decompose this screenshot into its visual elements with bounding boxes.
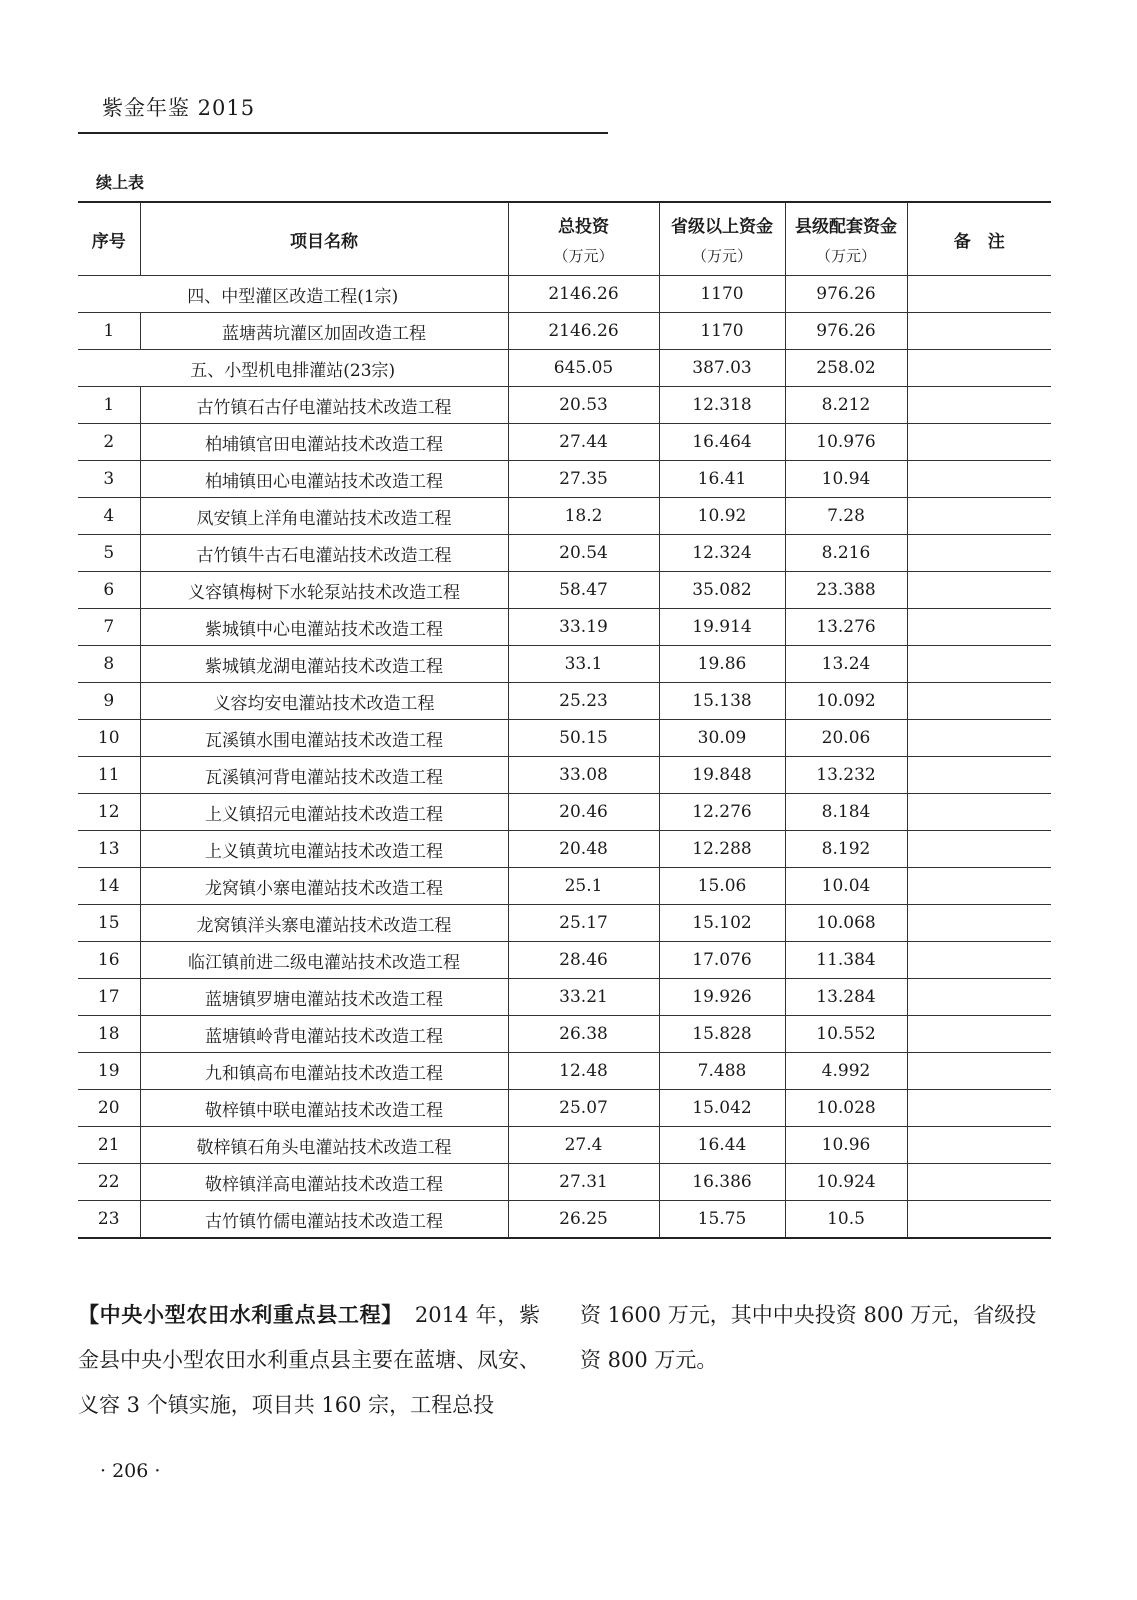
remark-cell bbox=[907, 1090, 1051, 1127]
county-cell: 13.276 bbox=[785, 609, 907, 646]
provincial-cell: 12.288 bbox=[659, 831, 785, 868]
county-cell: 8.192 bbox=[785, 831, 907, 868]
table-row bbox=[78, 720, 1051, 757]
remark-cell bbox=[907, 942, 1051, 979]
table-row bbox=[78, 942, 1051, 979]
total-cell: 20.48 bbox=[508, 831, 659, 868]
table-row bbox=[78, 313, 1051, 350]
provincial-cell: 16.41 bbox=[659, 461, 785, 498]
total-cell: 50.15 bbox=[508, 720, 659, 757]
name-cell: 龙窝镇洋头寨电灌站技术改造工程 bbox=[140, 905, 508, 942]
remark-cell bbox=[907, 387, 1051, 424]
county-cell: 10.028 bbox=[785, 1090, 907, 1127]
name-cell: 蓝塘茜坑灌区加固改造工程 bbox=[140, 313, 508, 350]
total-cell: 33.1 bbox=[508, 646, 659, 683]
total-cell: 25.07 bbox=[508, 1090, 659, 1127]
county-cell: 10.552 bbox=[785, 1016, 907, 1053]
name-cell: 古竹镇石古仔电灌站技术改造工程 bbox=[140, 387, 508, 424]
total-cell: 26.38 bbox=[508, 1016, 659, 1053]
table-row bbox=[78, 387, 1051, 424]
article-right-column: 资 1600 万元，其中中央投资 800 万元，省级投资 800 万元。 bbox=[580, 1303, 1037, 1372]
remark-cell bbox=[907, 757, 1051, 794]
header-name: 项目名称 bbox=[140, 202, 508, 276]
county-cell: 13.284 bbox=[785, 979, 907, 1016]
total-cell: 27.31 bbox=[508, 1164, 659, 1201]
remark-cell bbox=[907, 1201, 1051, 1239]
seq-cell: 11 bbox=[78, 757, 140, 794]
provincial-cell: 15.06 bbox=[659, 868, 785, 905]
provincial-cell: 16.464 bbox=[659, 424, 785, 461]
remark-cell bbox=[907, 794, 1051, 831]
remark-cell bbox=[907, 868, 1051, 905]
remark-cell bbox=[907, 1016, 1051, 1053]
county-cell: 8.216 bbox=[785, 535, 907, 572]
table-row bbox=[78, 535, 1051, 572]
seq-cell: 20 bbox=[78, 1090, 140, 1127]
seq-cell: 4 bbox=[78, 498, 140, 535]
name-cell: 蓝塘镇罗塘电灌站技术改造工程 bbox=[140, 979, 508, 1016]
table-row bbox=[78, 1016, 1051, 1053]
page-number: · 206 · bbox=[100, 1460, 161, 1482]
remark-cell bbox=[907, 1164, 1051, 1201]
section-title-cell: 五、小型机电排灌站(23宗) bbox=[78, 350, 508, 387]
provincial-cell: 17.076 bbox=[659, 942, 785, 979]
table-row bbox=[78, 572, 1051, 609]
seq-cell: 5 bbox=[78, 535, 140, 572]
name-cell: 紫城镇龙湖电灌站技术改造工程 bbox=[140, 646, 508, 683]
table-row bbox=[78, 1090, 1051, 1127]
table-row bbox=[78, 905, 1051, 942]
county-cell: 10.924 bbox=[785, 1164, 907, 1201]
seq-cell: 3 bbox=[78, 461, 140, 498]
seq-cell: 15 bbox=[78, 905, 140, 942]
name-cell: 柏埔镇田心电灌站技术改造工程 bbox=[140, 461, 508, 498]
seq-cell: 13 bbox=[78, 831, 140, 868]
total-cell: 33.19 bbox=[508, 609, 659, 646]
total-cell: 25.17 bbox=[508, 905, 659, 942]
name-cell: 瓦溪镇水围电灌站技术改造工程 bbox=[140, 720, 508, 757]
provincial-cell: 30.09 bbox=[659, 720, 785, 757]
provincial-cell: 12.318 bbox=[659, 387, 785, 424]
header-provincial-label: 省级以上资金 bbox=[671, 217, 773, 237]
provincial-cell: 15.828 bbox=[659, 1016, 785, 1053]
table-row bbox=[78, 979, 1051, 1016]
seq-cell: 1 bbox=[78, 313, 140, 350]
provincial-cell: 15.102 bbox=[659, 905, 785, 942]
seq-cell: 9 bbox=[78, 683, 140, 720]
article-left-column bbox=[78, 1293, 540, 1428]
seq-cell: 14 bbox=[78, 868, 140, 905]
total-cell: 2146.26 bbox=[508, 276, 659, 313]
total-cell: 2146.26 bbox=[508, 313, 659, 350]
table-row bbox=[78, 1164, 1051, 1201]
name-cell: 敬梓镇洋高电灌站技术改造工程 bbox=[140, 1164, 508, 1201]
header-total bbox=[508, 202, 659, 276]
total-cell: 28.46 bbox=[508, 942, 659, 979]
table-row bbox=[78, 757, 1051, 794]
county-cell: 10.976 bbox=[785, 424, 907, 461]
remark-cell bbox=[907, 572, 1051, 609]
provincial-cell: 12.276 bbox=[659, 794, 785, 831]
county-cell: 10.04 bbox=[785, 868, 907, 905]
total-cell: 12.48 bbox=[508, 1053, 659, 1090]
seq-cell: 18 bbox=[78, 1016, 140, 1053]
remark-cell bbox=[907, 905, 1051, 942]
total-cell: 20.46 bbox=[508, 794, 659, 831]
name-cell: 蓝塘镇岭背电灌站技术改造工程 bbox=[140, 1016, 508, 1053]
table-row bbox=[78, 683, 1051, 720]
remark-cell bbox=[907, 1127, 1051, 1164]
provincial-cell: 19.914 bbox=[659, 609, 785, 646]
total-cell: 27.44 bbox=[508, 424, 659, 461]
provincial-cell: 15.75 bbox=[659, 1201, 785, 1239]
header-rule bbox=[78, 132, 608, 134]
total-cell: 33.08 bbox=[508, 757, 659, 794]
remark-cell bbox=[907, 646, 1051, 683]
remark-cell bbox=[907, 424, 1051, 461]
total-cell: 25.1 bbox=[508, 868, 659, 905]
remark-cell bbox=[907, 831, 1051, 868]
remark-cell bbox=[907, 350, 1051, 387]
name-cell: 瓦溪镇河背电灌站技术改造工程 bbox=[140, 757, 508, 794]
table-row bbox=[78, 646, 1051, 683]
table-body bbox=[78, 276, 1051, 1239]
name-cell: 凤安镇上洋角电灌站技术改造工程 bbox=[140, 498, 508, 535]
provincial-cell: 15.042 bbox=[659, 1090, 785, 1127]
header-county-unit: （万元） bbox=[815, 247, 876, 265]
county-cell: 23.388 bbox=[785, 572, 907, 609]
total-cell: 20.54 bbox=[508, 535, 659, 572]
header-seq: 序号 bbox=[78, 202, 140, 276]
county-cell: 8.184 bbox=[785, 794, 907, 831]
seq-cell: 19 bbox=[78, 1053, 140, 1090]
header-total-label: 总投资 bbox=[558, 217, 609, 237]
article-heading: 【中央小型农田水利重点县工程】 bbox=[78, 1303, 403, 1327]
county-cell: 976.26 bbox=[785, 276, 907, 313]
name-cell: 义容镇梅树下水轮泵站技术改造工程 bbox=[140, 572, 508, 609]
name-cell: 古竹镇牛古石电灌站技术改造工程 bbox=[140, 535, 508, 572]
county-cell: 10.092 bbox=[785, 683, 907, 720]
header-provincial-unit: （万元） bbox=[691, 247, 752, 265]
name-cell: 义容均安电灌站技术改造工程 bbox=[140, 683, 508, 720]
total-cell: 645.05 bbox=[508, 350, 659, 387]
provincial-cell: 19.86 bbox=[659, 646, 785, 683]
county-cell: 13.232 bbox=[785, 757, 907, 794]
remark-cell bbox=[907, 720, 1051, 757]
article-left-text: 2014 年，紫金县中央小型农田水利重点县主要在蓝塘、凤安、义容 3 个镇实施，项目共 160 宗，工程总投 bbox=[78, 1303, 541, 1417]
total-cell: 18.2 bbox=[508, 498, 659, 535]
section-title-cell: 四、中型灌区改造工程(1宗) bbox=[78, 276, 508, 313]
seq-cell: 23 bbox=[78, 1201, 140, 1239]
county-cell: 10.068 bbox=[785, 905, 907, 942]
seq-cell: 17 bbox=[78, 979, 140, 1016]
remark-cell bbox=[907, 1053, 1051, 1090]
remark-cell bbox=[907, 498, 1051, 535]
total-cell: 58.47 bbox=[508, 572, 659, 609]
seq-cell: 12 bbox=[78, 794, 140, 831]
seq-cell: 21 bbox=[78, 1127, 140, 1164]
county-cell: 258.02 bbox=[785, 350, 907, 387]
seq-cell: 7 bbox=[78, 609, 140, 646]
total-cell: 27.35 bbox=[508, 461, 659, 498]
provincial-cell: 16.44 bbox=[659, 1127, 785, 1164]
table-row bbox=[78, 831, 1051, 868]
provincial-cell: 1170 bbox=[659, 276, 785, 313]
project-table bbox=[78, 201, 1051, 1239]
county-cell: 13.24 bbox=[785, 646, 907, 683]
table-row bbox=[78, 498, 1051, 535]
name-cell: 古竹镇竹儒电灌站技术改造工程 bbox=[140, 1201, 508, 1239]
table-row bbox=[78, 1127, 1051, 1164]
seq-cell: 22 bbox=[78, 1164, 140, 1201]
provincial-cell: 35.082 bbox=[659, 572, 785, 609]
table-row bbox=[78, 868, 1051, 905]
county-cell: 20.06 bbox=[785, 720, 907, 757]
total-cell: 33.21 bbox=[508, 979, 659, 1016]
table-section-row bbox=[78, 276, 1051, 313]
seq-cell: 16 bbox=[78, 942, 140, 979]
table-row bbox=[78, 424, 1051, 461]
name-cell: 临江镇前进二级电灌站技术改造工程 bbox=[140, 942, 508, 979]
table-header-row bbox=[78, 202, 1051, 276]
provincial-cell: 15.138 bbox=[659, 683, 785, 720]
provincial-cell: 12.324 bbox=[659, 535, 785, 572]
header-total-unit: （万元） bbox=[553, 247, 614, 265]
continued-label: 续上表 bbox=[96, 173, 145, 192]
provincial-cell: 387.03 bbox=[659, 350, 785, 387]
county-cell: 10.5 bbox=[785, 1201, 907, 1239]
table-row bbox=[78, 1053, 1051, 1090]
county-cell: 4.992 bbox=[785, 1053, 907, 1090]
name-cell: 上义镇黄坑电灌站技术改造工程 bbox=[140, 831, 508, 868]
name-cell: 紫城镇中心电灌站技术改造工程 bbox=[140, 609, 508, 646]
county-cell: 8.212 bbox=[785, 387, 907, 424]
table-row bbox=[78, 461, 1051, 498]
header-county-label: 县级配套资金 bbox=[795, 217, 897, 237]
remark-cell bbox=[907, 683, 1051, 720]
name-cell: 龙窝镇小寨电灌站技术改造工程 bbox=[140, 868, 508, 905]
county-cell: 10.96 bbox=[785, 1127, 907, 1164]
total-cell: 27.4 bbox=[508, 1127, 659, 1164]
total-cell: 26.25 bbox=[508, 1201, 659, 1239]
header-provincial bbox=[659, 202, 785, 276]
provincial-cell: 16.386 bbox=[659, 1164, 785, 1201]
total-cell: 25.23 bbox=[508, 683, 659, 720]
name-cell: 敬梓镇石角头电灌站技术改造工程 bbox=[140, 1127, 508, 1164]
remark-cell bbox=[907, 979, 1051, 1016]
seq-cell: 10 bbox=[78, 720, 140, 757]
table-section-row bbox=[78, 350, 1051, 387]
total-cell: 20.53 bbox=[508, 387, 659, 424]
name-cell: 敬梓镇中联电灌站技术改造工程 bbox=[140, 1090, 508, 1127]
county-cell: 10.94 bbox=[785, 461, 907, 498]
provincial-cell: 10.92 bbox=[659, 498, 785, 535]
running-header: 紫金年鉴 2015 bbox=[102, 96, 256, 120]
remark-cell bbox=[907, 461, 1051, 498]
provincial-cell: 1170 bbox=[659, 313, 785, 350]
header-county bbox=[785, 202, 907, 276]
provincial-cell: 7.488 bbox=[659, 1053, 785, 1090]
name-cell: 九和镇高布电灌站技术改造工程 bbox=[140, 1053, 508, 1090]
provincial-cell: 19.848 bbox=[659, 757, 785, 794]
county-cell: 7.28 bbox=[785, 498, 907, 535]
seq-cell: 1 bbox=[78, 387, 140, 424]
name-cell: 上义镇招元电灌站技术改造工程 bbox=[140, 794, 508, 831]
remark-cell bbox=[907, 609, 1051, 646]
seq-cell: 6 bbox=[78, 572, 140, 609]
seq-cell: 2 bbox=[78, 424, 140, 461]
remark-cell bbox=[907, 535, 1051, 572]
table-row bbox=[78, 609, 1051, 646]
seq-cell: 8 bbox=[78, 646, 140, 683]
county-cell: 976.26 bbox=[785, 313, 907, 350]
table-row bbox=[78, 1201, 1051, 1239]
table-row bbox=[78, 794, 1051, 831]
provincial-cell: 19.926 bbox=[659, 979, 785, 1016]
remark-cell bbox=[907, 313, 1051, 350]
name-cell: 柏埔镇官田电灌站技术改造工程 bbox=[140, 424, 508, 461]
header-remark: 备 注 bbox=[907, 202, 1051, 276]
remark-cell bbox=[907, 276, 1051, 313]
county-cell: 11.384 bbox=[785, 942, 907, 979]
